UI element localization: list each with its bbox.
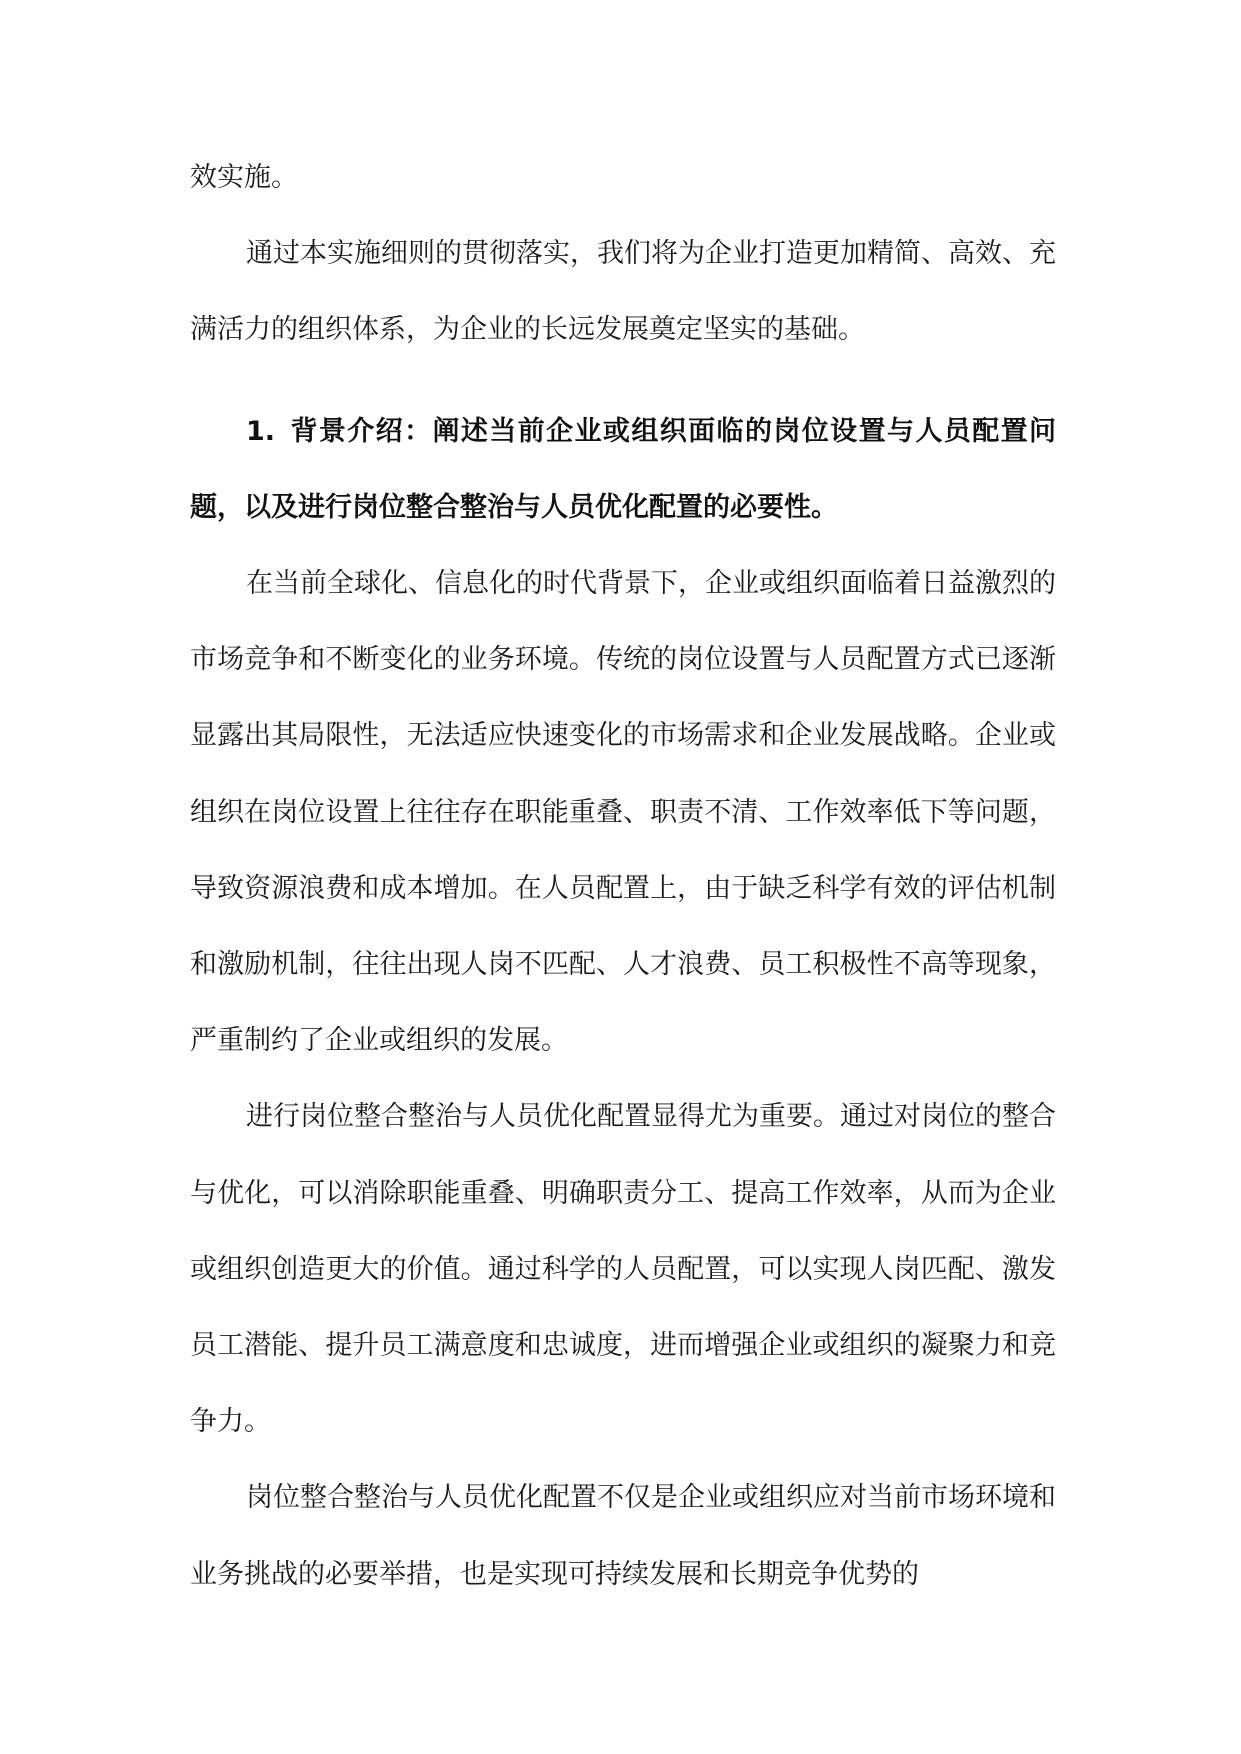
paragraph-necessity: 进行岗位整合整治与人员优化配置显得尤为重要。通过对岗位的整合与优化，可以消除职能重叠、明确职责分工、提高工作效率，从而为企业或组织创造更大的价值。通过科学的人员配置，可以实现人岗匹配、激发员工潜能、提升员工满意度和忠诚度，进而增强企业或组织的凝聚力和竞争力。 xyxy=(190,1101,1056,1438)
section-heading xyxy=(190,394,1056,546)
paragraph-conclusion: 岗位整合整治与人员优化配置不仅是企业或组织应对当前市场环境和业务挑战的必要举措，也是实现可持续发展和长期竞争优势的 xyxy=(190,1482,1056,1590)
paragraph-continuation: 效实施。 xyxy=(190,162,298,193)
section-heading-text: 背景介绍：阐述当前企业或组织面临的岗位设置与人员配置问题，以及进行岗位整合整治与人员优化配置的必要性。 xyxy=(190,415,1056,523)
paragraph-summary: 通过本实施细则的贯彻落实，我们将为企业打造更加精简、高效、充满活力的组织体系，为企业的长远发展奠定坚实的基础。 xyxy=(190,238,1056,346)
section-number: 1. xyxy=(246,415,276,447)
document-body xyxy=(190,140,1056,1613)
paragraph-background: 在当前全球化、信息化的时代背景下，企业或组织面临着日益激烈的市场竞争和不断变化的业务环境。传统的岗位设置与人员配置方式已逐渐显露出其局限性，无法适应快速变化的市场需求和企业发展战略。企业或组织在岗位设置上往往存在职能重叠、职责不清、工作效率低下等问题，导致资源浪费和成本增加。在人员配置上，由于缺乏科学有效的评估机制和激励机制，往往出现人岗不匹配、人才浪费、员工积极性不高等现象，严重制约了企业或组织的发展。 xyxy=(190,568,1056,1057)
